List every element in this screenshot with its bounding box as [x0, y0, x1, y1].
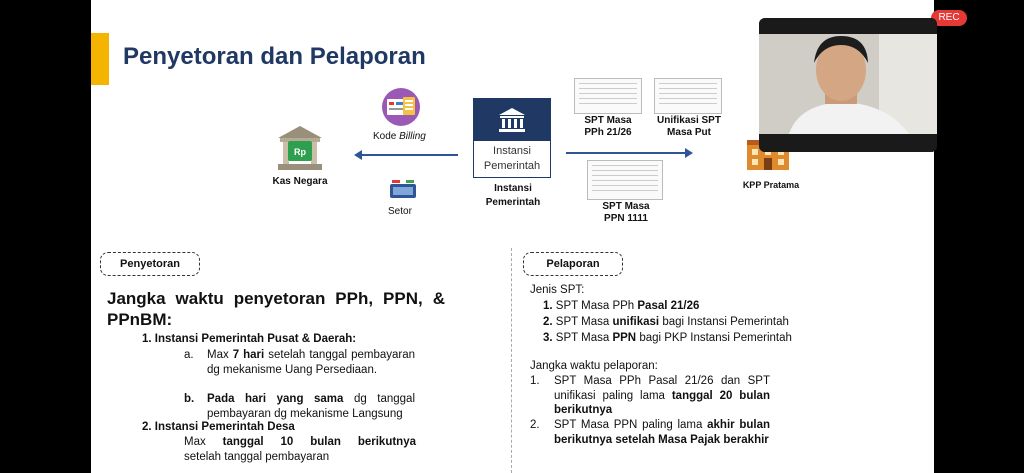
government-building-icon — [497, 107, 527, 133]
jenis-item-1: 1. SPT Masa PPh Pasal 21/26 — [543, 300, 700, 312]
jenis-item-2: 2. SPT Masa unifikasi bagi Instansi Pemerintah — [543, 316, 789, 328]
pelaporan-item2-text: SPT Masa PPN paling lama akhir bulan berikutnya setelah Masa Pajak berakhir — [554, 419, 770, 446]
kpp-pratama-label: KPP Pratama — [742, 180, 800, 190]
section-divider — [511, 248, 512, 473]
penyetoran-item2-title: 2. Instansi Pemerintah Desa — [142, 421, 295, 433]
setor-label: Setor — [388, 206, 412, 217]
penyetoran-item1-title: 1. Instansi Pemerintah Pusat & Daerah: — [142, 333, 357, 345]
item-a-text: Max 7 hari setelah tanggal pembayaran dg mekanisme Uang Persediaan. — [207, 349, 415, 376]
instansi-pemerintah-box — [473, 98, 551, 178]
penyetoran-heading: Jangka waktu penyetoran PPh, PPN, & PPnBM: — [107, 289, 445, 329]
jangka-pelaporan-label: Jangka waktu pelaporan: — [530, 360, 658, 372]
item-b-text: Pada hari yang sama dg tanggal pembayaran dg mekanisme Langsung — [207, 393, 415, 420]
spt-pph-label: SPT Masa PPh 21/26 — [584, 115, 632, 138]
instansi-box-line1: Instansi — [493, 145, 531, 157]
kas-negara-icon — [274, 124, 326, 172]
kode-billing-label: Kode Billing — [373, 131, 426, 142]
spt-unifikasi-label: Unifikasi SPT Masa Put — [657, 115, 721, 138]
recording-badge: REC — [931, 10, 967, 26]
slide-title: Penyetoran dan Pelaporan — [123, 43, 426, 70]
title-accent-bar — [91, 33, 109, 85]
setor-icon — [388, 178, 418, 202]
pelaporan-item1-text: SPT Masa PPh Pasal 21/26 dan SPT unifikasi paling lama tanggal 20 bulan berikutnya — [554, 375, 770, 416]
arrow-to-kpp — [566, 152, 691, 154]
instansi-box-line2: Pemerintah — [483, 160, 541, 172]
penyetoran-pill: Penyetoran — [100, 252, 200, 276]
presenter-figure — [759, 18, 937, 152]
spt-ppn-label: SPT Masa PPN 1111 — [602, 201, 650, 224]
spt-unifikasi-document — [654, 78, 722, 114]
kas-negara-label: Kas Negara — [272, 176, 328, 187]
instansi-pemerintah-label: Instansi Pemerintah — [485, 183, 541, 208]
spt-ppn-document — [587, 160, 663, 200]
item-a-marker: a. — [184, 349, 194, 361]
pelaporan-pill: Pelaporan — [523, 252, 623, 276]
presenter-video-thumbnail[interactable] — [759, 18, 937, 152]
pelaporan-item2-marker: 2. — [530, 419, 540, 431]
rupiah-text: Rp — [294, 147, 306, 157]
item-b-marker: b. — [184, 393, 195, 405]
spt-pph-document — [574, 78, 642, 114]
jenis-item-3: 3. SPT Masa PPN bagi PKP Instansi Pemerintah — [543, 332, 792, 344]
desa-text: Max tanggal 10 bulan berikutnya setelah tanggal pembayaran — [184, 436, 416, 463]
pelaporan-item1-marker: 1. — [530, 375, 540, 387]
jenis-spt-label: Jenis SPT: — [530, 284, 585, 296]
billing-icon — [381, 88, 421, 126]
arrow-to-kas-negara — [356, 154, 458, 156]
